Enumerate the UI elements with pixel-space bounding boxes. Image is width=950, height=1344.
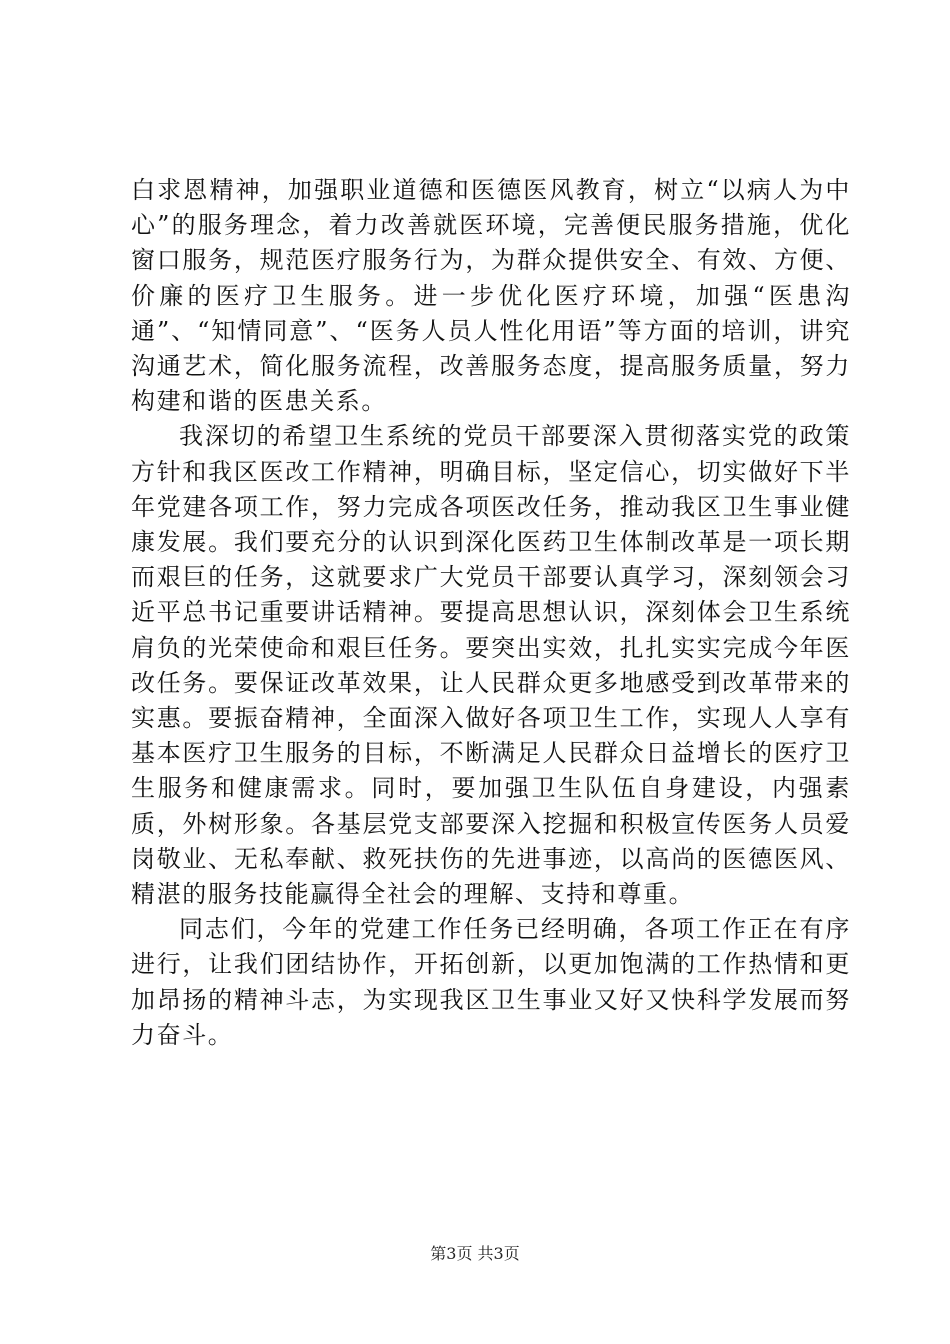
paragraph-continuation: 白求恩精神，加强职业道德和医德医风教育，树立“以病人为中心”的服务理念，着力改善就医环境，完善便民服务措施，优化窗口服务，规范医疗服务行为，为群众提供安全、有效、方便、价廉的医疗卫生服务。进一步优化医疗环境，加强“医患沟通”、“知情同意”、“医务人员人性化用语”等方面的培训，讲究沟通艺术，简化服务流程，改善服务态度，提高服务质量，努力构建和谐的医患关系。 (131, 176, 851, 416)
body-text (131, 173, 851, 1053)
paragraph-closing: 同志们，今年的党建工作任务已经明确，各项工作正在有序进行，让我们团结协作，开拓创新，以更加饱满的工作热情和更加昂扬的精神斗志，为实现我区卫生事业又好又快科学发展而努力奋斗。 (131, 915, 851, 1049)
paragraph-hope: 我深切的希望卫生系统的党员干部要深入贯彻落实党的政策方针和我区医改工作精神，明确目标，坚定信心，切实做好下半年党建各项工作，努力完成各项医改任务，推动我区卫生事业健康发展。我们要充分的认识到深化医药卫生体制改革是一项长期而艰巨的任务，这就要求广大党员干部要认真学习，深刻领会习近平总书记重要讲话精神。要提高思想认识，深刻体会卫生系统肩负的光荣使命和艰巨任务。要突出实效，扎扎实实完成今年医改任务。要保证改革效果，让人民群众更多地感受到改革带来的实惠。要振奋精神，全面深入做好各项卫生工作，实现人人享有基本医疗卫生服务的目标，不断满足人民群众日益增长的医疗卫生服务和健康需求。同时，要加强卫生队伍自身建设，内强素质，外树形象。各基层党支部要深入挖掘和积极宣传医务人员爱岗敬业、无私奉献、救死扶伤的先进事迹，以高尚的医德医风、精湛的服务技能赢得全社会的理解、支持和尊重。 (131, 422, 851, 909)
page-number-footer: 第3页 共3页 (430, 1244, 520, 1263)
